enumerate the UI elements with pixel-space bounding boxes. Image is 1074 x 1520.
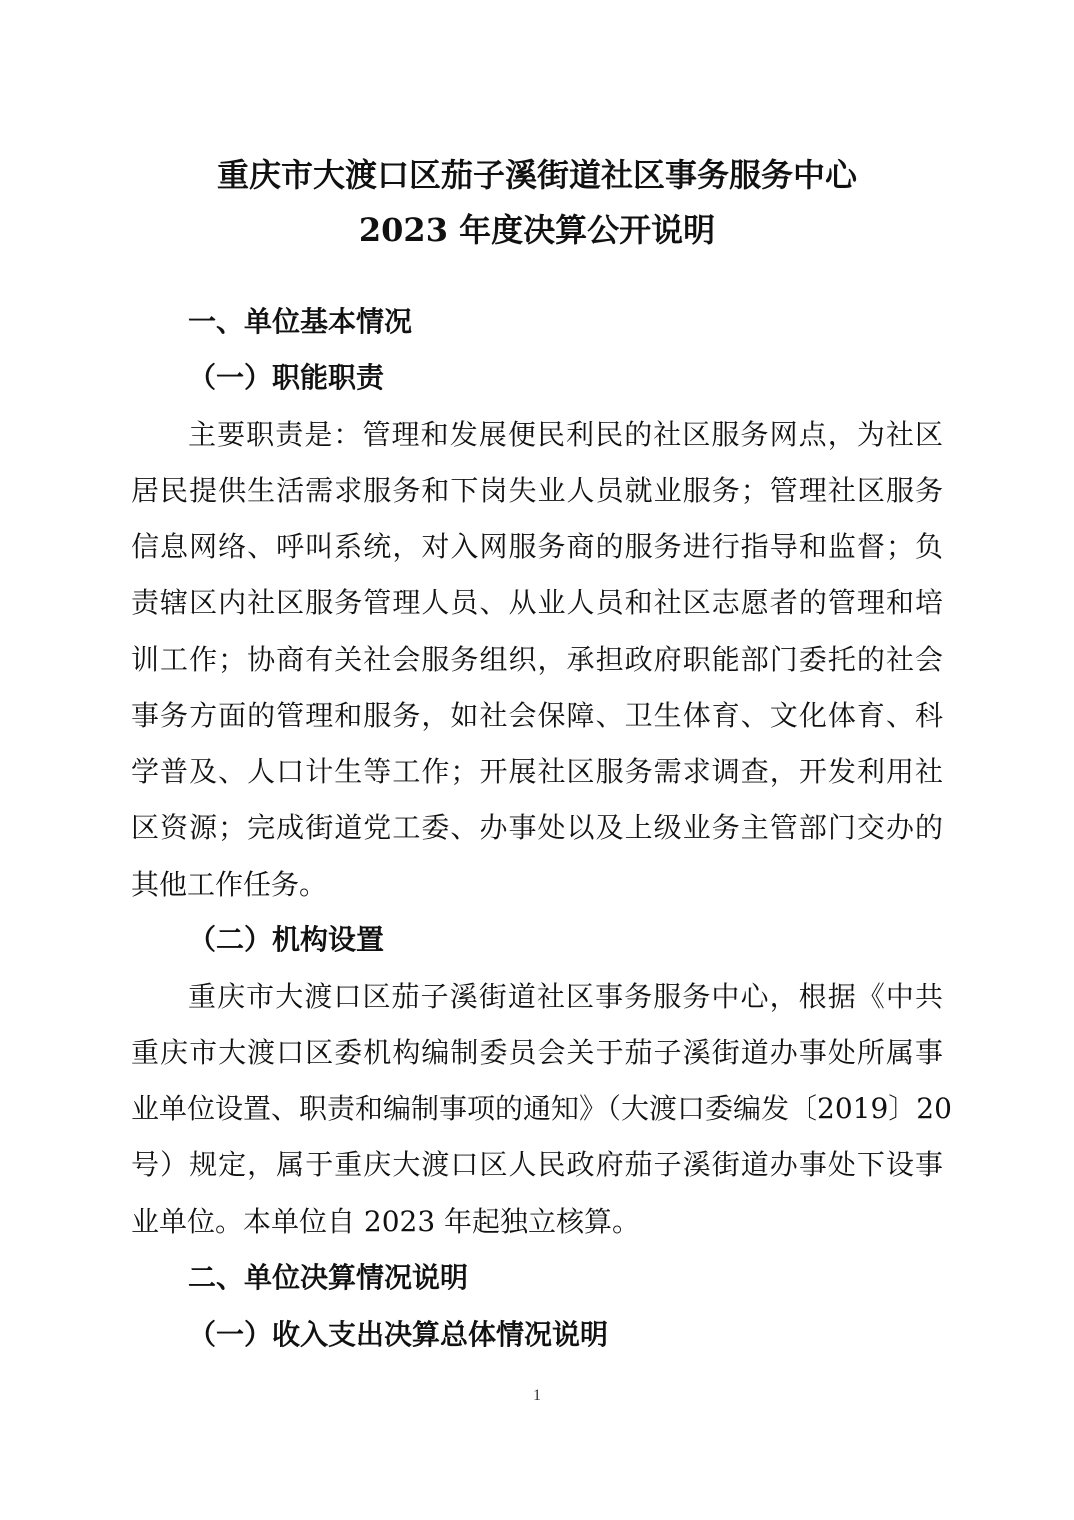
- paragraph-line: 其他工作任务。: [131, 868, 328, 901]
- paragraph-line: 号）规定，属于重庆大渡口区人民政府茄子溪街道办事处下设事: [131, 1148, 943, 1181]
- paragraph-line: 主要职责是：管理和发展便民利民的社区服务网点，为社区: [188, 418, 943, 451]
- document-title-line-1: 重庆市大渡口区茄子溪街道社区事务服务中心: [216, 156, 857, 194]
- paragraph-line: 重庆市大渡口区茄子溪街道社区事务服务中心，根据《中共: [188, 980, 943, 1013]
- paragraph-line: 区资源；完成街道党工委、办事处以及上级业务主管部门交办的: [131, 811, 943, 844]
- section-2-heading: 二、单位决算情况说明: [188, 1261, 469, 1294]
- paragraph-line: 训工作；协商有关社会服务组织，承担政府职能部门委托的社会: [131, 643, 943, 676]
- paragraph-line: 居民提供生活需求服务和下岗失业人员就业服务；管理社区服务: [131, 474, 943, 507]
- section-1-heading: 一、单位基本情况: [188, 305, 413, 338]
- section-1-sub-1-heading: （一）职能职责: [188, 361, 385, 394]
- section-1-sub-2-heading: （二）机构设置: [188, 923, 385, 956]
- paragraph-line: 学普及、人口计生等工作；开展社区服务需求调查，开发利用社: [131, 755, 943, 788]
- paragraph-line: 事务方面的管理和服务，如社会保障、卫生体育、文化体育、科: [131, 699, 943, 732]
- paragraph-line: 重庆市大渡口区委机构编制委员会关于茄子溪街道办事处所属事: [131, 1036, 943, 1069]
- paragraph-line: 业单位设置、职责和编制事项的通知》（大渡口委编发〔2019〕20: [131, 1092, 952, 1125]
- document-title-line-2: 2023 年度决算公开说明: [358, 211, 716, 249]
- section-2-sub-1-heading: （一）收入支出决算总体情况说明: [188, 1318, 609, 1351]
- paragraph-line: 责辖区内社区服务管理人员、从业人员和社区志愿者的管理和培: [131, 586, 943, 619]
- paragraph-line: 信息网络、呼叫系统，对入网服务商的服务进行指导和监督；负: [131, 530, 943, 563]
- paragraph-line: 业单位。本单位自 2023 年起独立核算。: [131, 1205, 641, 1238]
- page-number: 1: [533, 1387, 541, 1404]
